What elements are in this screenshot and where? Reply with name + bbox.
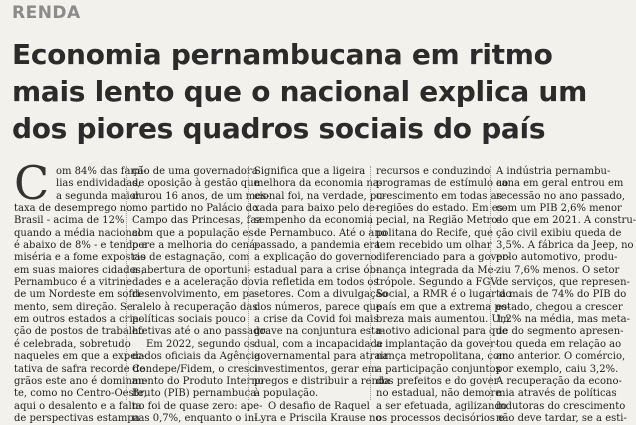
- text-line: durou 16 anos, de um mes-: [132, 190, 270, 202]
- headline-line-3: dos piores quadros sociais do país: [12, 112, 546, 145]
- text-line: Lyra e Priscila Krause no: [254, 412, 382, 424]
- text-line: ano anterior. O comércio,: [496, 351, 626, 363]
- text-line: dades e a aceleração do: [132, 277, 254, 289]
- text-line: regiões do estado. Em es-: [376, 203, 507, 215]
- text-line: cional foi, na verdade, pu-: [254, 190, 387, 202]
- text-line: no foi de quase zero: ape-: [132, 400, 263, 412]
- text-line: aqui o desalento e a falta: [14, 400, 142, 412]
- text-line: nas 0,7%, enquanto o in-: [132, 412, 258, 424]
- text-line: de perspectivas estampa: [14, 412, 140, 424]
- text-line: pregos e distribuir a renda: [254, 375, 391, 387]
- text-line: lias endividadas,: [56, 178, 141, 190]
- column-4: [376, 166, 512, 424]
- text-line: pere a melhoria do cená-: [132, 240, 259, 252]
- text-line: em outros estados a cria-: [14, 314, 142, 326]
- text-line: naqueles em que a expec-: [14, 351, 146, 363]
- text-line: tem recebido um olhar: [376, 240, 492, 252]
- text-line: ta mais de 74% do PIB do: [496, 289, 627, 301]
- text-line: é celebrada, sobretudo: [14, 338, 131, 350]
- text-line: miséria e a fome expostas: [14, 252, 146, 264]
- text-line: ção de uma governadora: [132, 166, 258, 177]
- text-line: estadual para a crise ób-: [254, 264, 380, 276]
- text-line: de oposição à gestão que: [132, 178, 260, 190]
- text-line: ralelo à recuperação das: [132, 301, 258, 313]
- text-line: mo partido no Palácio do: [132, 203, 259, 215]
- text-line: por exemplo, caiu 3,2%.: [496, 363, 619, 375]
- text-line: a explicação do governo: [254, 252, 377, 264]
- text-line: Em 2022, segundo os: [146, 338, 255, 350]
- text-line: dual, com a incapacidade: [254, 338, 383, 350]
- text-line: xada para baixo pelo de-: [254, 203, 379, 215]
- text-line: dados oficiais da Agência: [132, 351, 261, 363]
- text-line: não deve tardar, se a esti-: [496, 412, 627, 424]
- text-line: recursos e conduzindo: [376, 166, 491, 177]
- text-line: motivo adicional para que: [376, 326, 508, 338]
- text-line: nança metropolitana, com: [376, 351, 509, 363]
- text-line: os processos decisórios e: [376, 412, 505, 424]
- text-line: A recuperação da econo-: [496, 375, 622, 387]
- text-line: tativa de safra recorde de: [14, 363, 146, 375]
- text-line: quando a média nacional: [14, 227, 141, 239]
- text-line: programas de estímulo ao: [376, 178, 509, 190]
- article-body: [14, 156, 636, 424]
- text-line: a segunda maior: [56, 190, 141, 202]
- text-line: ção de postos de trabalho: [14, 326, 145, 338]
- column-3: [254, 166, 391, 424]
- text-line: sempenho da economia: [254, 215, 374, 227]
- column-divider: [370, 166, 372, 400]
- text-line: de do segmento apresen-: [496, 326, 624, 338]
- column-1: [14, 156, 148, 424]
- text-line: Social, a RMR é o lugar do: [376, 289, 512, 301]
- text-line: do que em 2021. A constru-: [496, 215, 636, 227]
- text-line: mento do Produto Interno: [132, 375, 264, 387]
- text-line: à população.: [254, 388, 319, 400]
- text-line: via refletida em todos os: [254, 277, 379, 289]
- text-line: a implantação da gover-: [376, 338, 499, 350]
- text-line: crescimento em todas as: [376, 190, 502, 202]
- headline: [12, 36, 608, 147]
- text-line: estado, chegou a crescer: [496, 301, 623, 313]
- drop-cap: C: [14, 156, 50, 210]
- text-line: com que a população es-: [132, 227, 257, 239]
- text-line: melhora da economia na-: [254, 178, 383, 190]
- text-line: cana em geral entrou em: [496, 178, 624, 190]
- text-line: país em que a extrema po-: [376, 301, 511, 313]
- text-line: com um PIB 2,6% menor: [496, 203, 622, 215]
- text-line: Campo das Princesas, faz: [132, 215, 262, 227]
- text-line: a abertura de oportuni-: [132, 264, 251, 276]
- text-line: tou queda em relação ao: [496, 338, 622, 350]
- text-line: de um Nordeste em sofri-: [14, 289, 144, 301]
- text-line: politana do Recife, que: [376, 227, 493, 239]
- text-line: passado, a pandemia era: [254, 240, 381, 252]
- text-line: é abaixo de 8% - e tendo a: [14, 240, 148, 252]
- text-line: desenvolvimento, em pa-: [132, 289, 259, 301]
- text-line: A indústria pernambu-: [496, 166, 611, 177]
- text-line: te, como no Centro-Oeste,: [14, 388, 147, 400]
- text-line: grãos este ano é dominan-: [14, 375, 148, 387]
- text-line: pecial, na Região Metro-: [376, 215, 501, 227]
- text-line: rio de estagnação, com: [132, 252, 250, 264]
- text-line: polo automotivo, produ-: [496, 252, 618, 264]
- text-line: recessão no ano passado,: [496, 190, 626, 202]
- text-line: governamental para atrair: [254, 351, 389, 363]
- text-line: nança integrada da Me-: [376, 264, 497, 276]
- text-line: grave na conjuntura esta-: [254, 326, 385, 338]
- text-line: de Pernambuco. Até o ano: [254, 227, 387, 239]
- text-line: a ser efetuada, agilizando: [376, 400, 507, 412]
- text-line: ziu 7,6% menos. O setor: [496, 264, 620, 276]
- text-line: efetivas até o ano passado.: [132, 326, 269, 338]
- text-line: diferenciado para a gover-: [376, 252, 511, 264]
- headline-line-2: mais lento que o nacional explica um: [12, 75, 587, 108]
- text-line: 3,5%. A fábrica da Jeep, no: [496, 240, 634, 252]
- text-line: Brasil - acima de 12%: [14, 215, 125, 227]
- text-line: taxa de desemprego no: [14, 203, 133, 215]
- text-line: políticas sociais pouco: [132, 314, 246, 326]
- text-line: trópole. Segundo a FGV: [376, 277, 498, 289]
- column-2: [132, 166, 270, 424]
- text-line: mia através de políticas: [496, 388, 617, 400]
- text-line: om 84% das famí-: [56, 166, 147, 177]
- text-line: setores. Com a divulgação: [254, 289, 388, 301]
- text-line: Bruto (PIB) pernambuca-: [132, 388, 260, 400]
- text-line: Significa que a ligeira: [254, 166, 366, 177]
- text-line: no estadual, não demore: [376, 388, 502, 400]
- text-line: a participação conjuntos: [376, 363, 501, 375]
- section-label: RENDA: [12, 3, 81, 23]
- text-line: ção civil exibiu queda de: [496, 227, 622, 239]
- text-line: O desafio de Raquel: [268, 400, 370, 412]
- text-line: dos números, parece que: [254, 301, 382, 313]
- text-line: Condepe/Fidem, o cresci-: [132, 363, 262, 375]
- text-line: 1,2% na média, mas meta-: [496, 314, 630, 326]
- text-line: investimentos, gerar em-: [254, 363, 381, 375]
- column-5: [496, 166, 636, 424]
- text-line: em suas maiores cidades,: [14, 264, 144, 276]
- column-divider: [126, 166, 128, 400]
- headline-line-1: Economia pernambucana em ritmo: [12, 38, 553, 71]
- text-line: Pernambuco é a vitrine: [14, 277, 132, 289]
- column-divider: [490, 166, 492, 400]
- text-line: a crise da Covid foi mais: [254, 314, 379, 326]
- text-line: breza mais aumentou. Um: [376, 314, 510, 326]
- text-line: indutoras do crescimento: [496, 400, 626, 412]
- text-line: dos prefeitos e do gover-: [376, 375, 502, 387]
- text-line: de serviços, que represen-: [496, 277, 630, 289]
- column-divider: [248, 166, 250, 400]
- text-line: mento, sem direção. Se: [14, 301, 133, 313]
